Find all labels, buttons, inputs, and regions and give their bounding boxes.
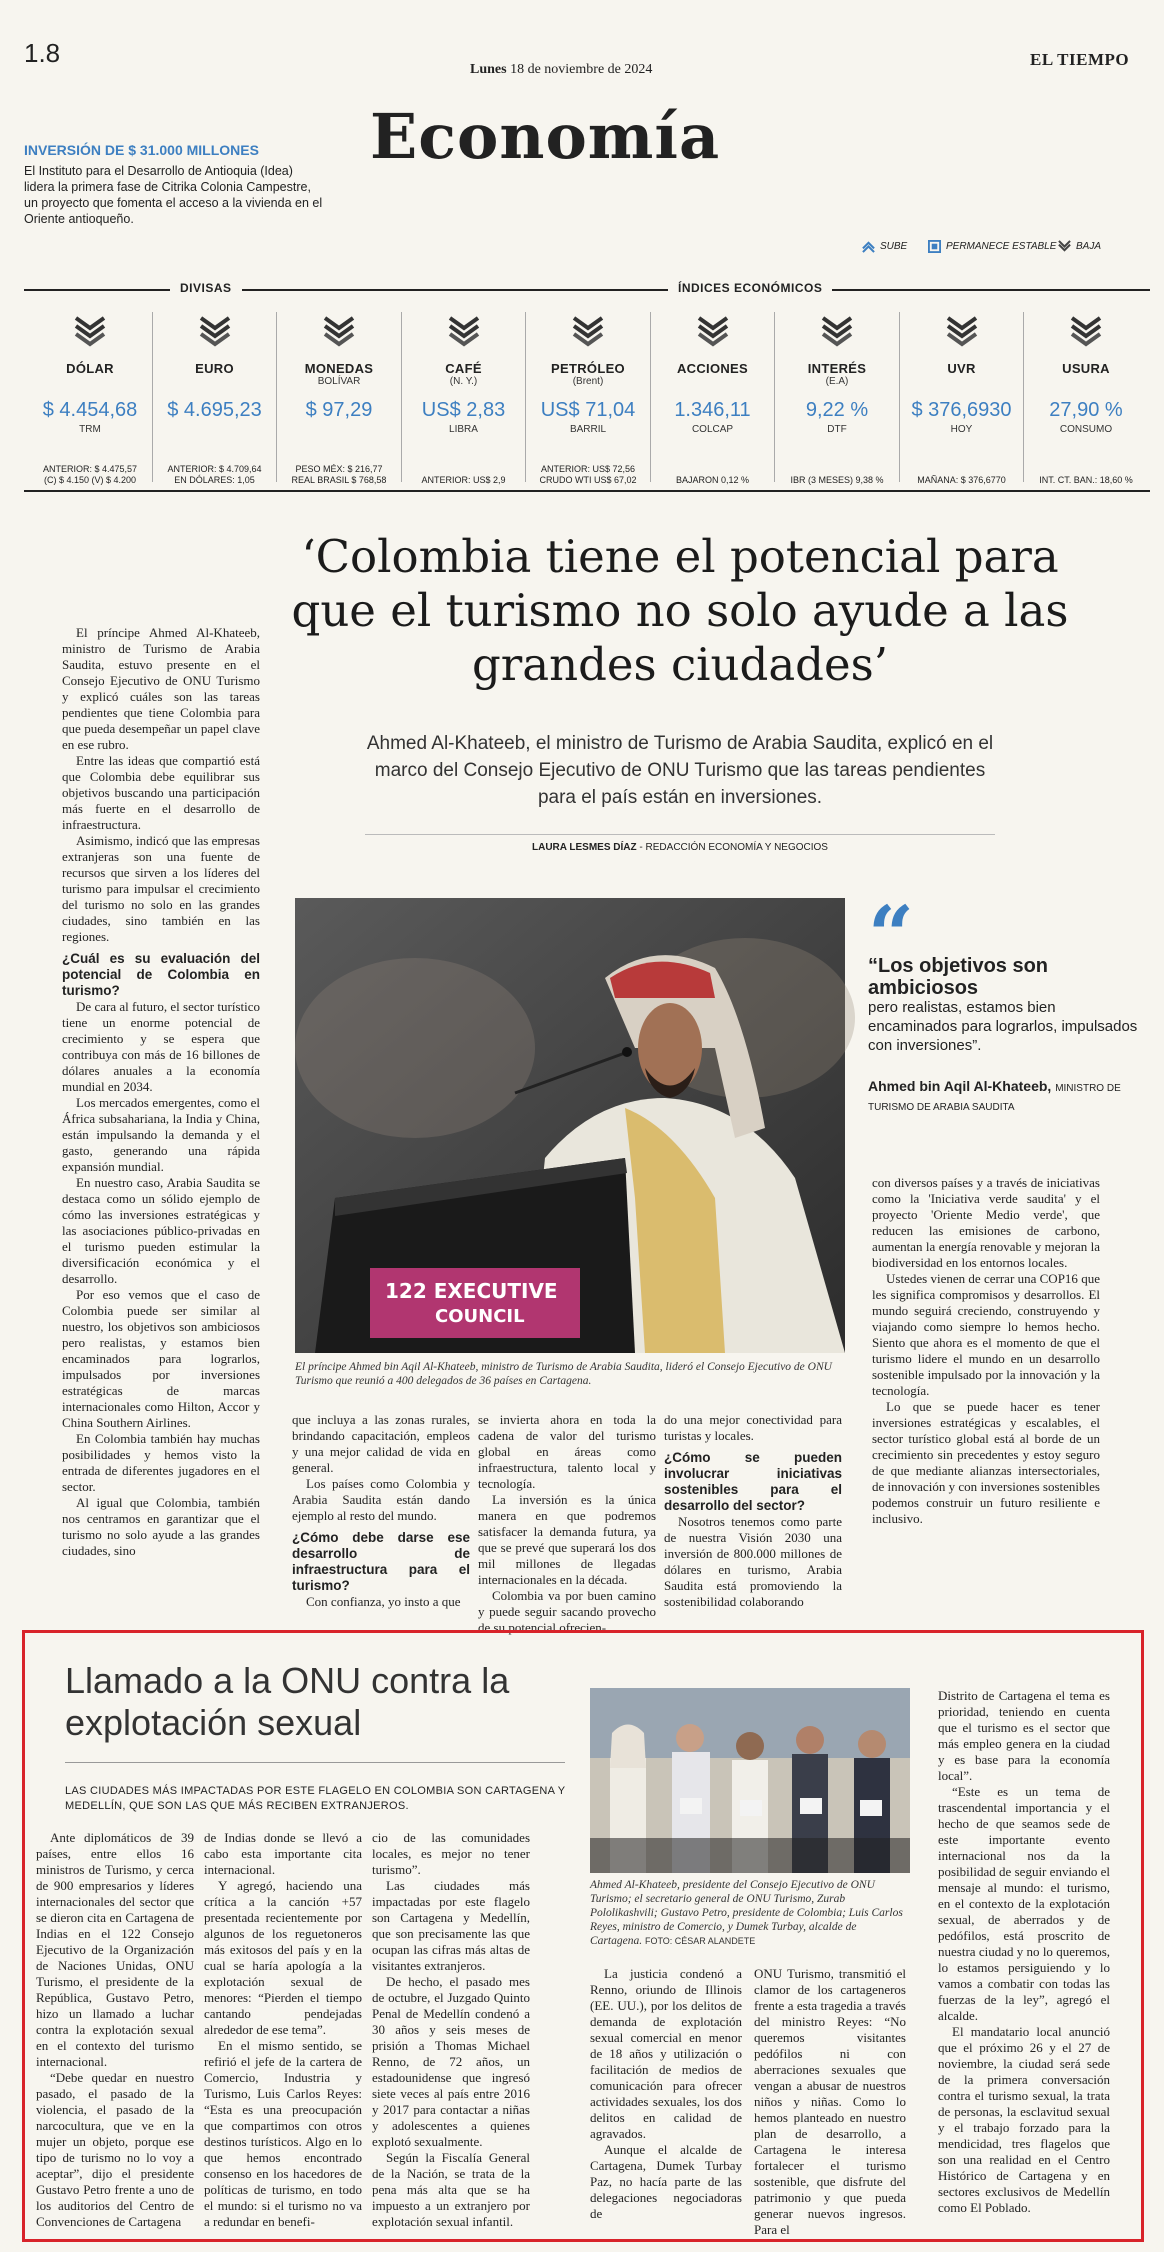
quote-author-name: Ahmed bin Aqil Al-Khateeb, — [868, 1078, 1052, 1094]
indicator-value: 9,22 % — [805, 399, 869, 421]
indicator-interes — [777, 308, 897, 486]
paragraph: Por eso vemos que el caso de Colombia puede ser similar al nuestro, los objetivos son ambiciosos pero realistas, y estamos bien encaminados para lograrlos, impulsados por inversiones estratégicas de marcas internacionales como Hilton, Accor y China Southern Airlines. — [62, 1287, 260, 1430]
sidebar-column-1 — [36, 1830, 194, 2230]
sidebar-title-rule — [65, 1762, 565, 1763]
arrow-down-icon — [198, 314, 232, 348]
indicator-legend — [860, 240, 1150, 260]
indicator-name: UVR — [947, 361, 976, 376]
paragraph: se invierta ahora en toda la cadena de valor del turismo global en áreas como infraestructura, talento local y tecnología. — [478, 1412, 656, 1491]
arrow-down-icon — [820, 314, 854, 348]
paragraph: con diversos países y a través de iniciativas como la 'Iniciativa verde saudita' y el proyecto 'Oriente Medio verde', que reducen las emisiones de carbono, aumentan la energía renovable y mejoran la biodiversidad en los entornos locales. — [872, 1175, 1100, 1270]
arrow-up-icon — [862, 240, 875, 253]
paragraph: de Indias donde se llevó a cabo esta importante cita internacional. — [204, 1830, 362, 1877]
byline-rule — [365, 834, 995, 835]
legend-down — [1058, 240, 1101, 253]
indicator-subtitle — [653, 376, 773, 389]
paragraph: Colombia va por buen camino y puede seguir sacando provecho de su potencial ofrecien- — [478, 1588, 656, 1635]
paragraph: Ustedes vienen de cerrar una COP16 que les significa compromisos y desarrollos. El mundo seguirá creciendo, construyendo y viajando como siempre lo hemos hecho. Siento que ahora es el momento de que el turismo lidere el mundo en un desarrollo sostenible impulsado por la innovación y la tecnología. — [872, 1271, 1100, 1398]
legend-stable-label: PERMANECE ESTABLE — [946, 241, 1057, 252]
indicator-divider — [1023, 312, 1024, 482]
question-heading: ¿Cómo se pueden involucrar iniciativas sostenibles para el desarrollo del sector? — [664, 1450, 842, 1513]
indicator-usura — [1026, 308, 1146, 486]
arrow-down-icon — [571, 314, 605, 348]
indicator-footnote: IBR (3 MESES) 9,38 % — [790, 475, 884, 485]
indicator-dolar — [30, 308, 150, 486]
sidebar-photo-caption — [590, 1878, 910, 1948]
paragraph: Al igual que Colombia, también nos centramos en garantizar que el turismo no solo ayude a las grandes ciudades, sino — [62, 1495, 260, 1558]
paragraph: El mandatario local anunció que el próximo 26 y el 27 de noviembre, la ciudad será sede de la primera conversación contra el turismo sexual, la trata de personas, la esclavitud sexual y el trabajo forzado para la mendicidad, tres flagelos que son una realidad en el Centro Histórico de Cartagena y en sectores exclusivos de Medellín como El Poblado. — [938, 2024, 1110, 2215]
indicator-footnote: INT. CT. BAN.: 18,60 % — [1039, 475, 1133, 485]
indicator-name: DÓLAR — [66, 361, 114, 376]
article-column-1 — [62, 625, 260, 1625]
indicator-value: $ 4.695,23 — [167, 399, 262, 421]
paragraph: Lo que se puede hacer es tener inversiones estratégicas y escalables, el sector turístico global está al borde de un crecimiento sin precedentes y estoy seguro de que mediante alianzas intersectoriales, de innovación y con inversiones sostenibles podemos construir un futuro resiliente e inclusivo. — [872, 1399, 1100, 1526]
indicator-subtitle: (Brent) — [572, 376, 604, 387]
paragraph: do una mejor conectividad para turistas y locales. — [664, 1412, 842, 1443]
pull-quote-author — [868, 1078, 1138, 1116]
arrow-down-icon — [945, 314, 979, 348]
paragraph: En el mismo sentido, se refirió el jefe de la cartera de Comercio, Industria y Turismo, Luis Carlos Reyes: “Esta es una preocupación que compartimos con otros destinos turísticos. Algo en lo que hemos encontrado consenso en los hacedores de políticas de turismo, en todo el mundo: si el turismo no va a redundar en benefi- — [204, 2038, 362, 2229]
main-photo-caption: El príncipe Ahmed bin Aqil Al-Khateeb, ministro de Turismo de Arabia Saudita, lideró el Consejo Ejecutivo de ONU Turismo que reunió a 400 delegados de 36 países en Cartagena. — [295, 1361, 832, 1387]
sidebar-kicker: LAS CIUDADES MÁS IMPACTADAS POR ESTE FLAGELO EN COLOMBIA SON CARTAGENA Y MEDELLÍN, QUE SON LAS QUE MÁS RECIBEN EXTRANJEROS. — [65, 1785, 566, 1812]
indicator-name: MONEDAS — [304, 361, 374, 376]
podium-sign-line-2: COUNCIL — [435, 1306, 525, 1327]
indicator-divider — [276, 312, 277, 482]
indicator-subtitle — [30, 376, 150, 389]
pull-quote-strong: “Los objetivos son ambiciosos — [868, 955, 1049, 999]
paragraph: Nosotros tenemos como parte de nuestra Visión 2030 una inversión de 800.000 millones de dólares en turismo, Arabia Saudita está promoviendo la sostenibilidad colaborando — [664, 1514, 842, 1609]
indicator-petroleo — [528, 308, 648, 486]
indicator-unit: LIBRA — [449, 424, 478, 435]
indicator-subtitle — [1026, 376, 1146, 389]
paragraph: Ante diplomáticos de 39 países, entre ellos 16 ministros de Turismo, y cerca de 900 empresarios y líderes internacionales del sector que se dieron cita en Cartagena de Indias en el 122 Consejo Ejecutivo de la Organización de Naciones Unidas, ONU Turismo, el presidente de la República, Gustavo Petro, hizo un llamado a luchar contra la explotación sexual en el contexto del turismo internacional. — [36, 1830, 194, 2069]
minister-at-podium-image — [295, 898, 845, 1353]
legend-up — [862, 240, 907, 253]
sidebar-caption-text: Ahmed Al-Khateeb, presidente del Consejo Ejecutivo de ONU Turismo; el secretario general de ONU Turismo, Zurab Pololikashvili; Gustavo Petro, presidente de Colombia; Luis Carlos Reyes, ministro de Comercio, y Dumek Turbay, alcalde de Cartagena. — [590, 1879, 903, 1947]
indicator-divider — [899, 312, 900, 482]
legend-up-label: SUBE — [880, 241, 908, 252]
arrow-down-icon — [447, 314, 481, 348]
indicator-name: PETRÓLEO — [551, 361, 625, 376]
paragraph: ONU Turismo, transmitió el clamor de los cartageneros frente a esta tragedia a través del ministro Reyes: “No queremos visitantes pedófilos ni con aberraciones sexuales que vengan a abusar de nuestros niños y niñas. Como lo hemos planteado en nuestro plan de desarrollo, a Cartagena le interesa fortalecer el turismo sostenible, que disfrute del patrimonio y que pueda generar nuevos ingresos. Para el — [754, 1966, 906, 2237]
question-heading: ¿Cómo debe darse ese desarrollo de infraestructura para el turismo? — [292, 1530, 470, 1593]
indicator-acciones — [653, 308, 773, 486]
indicator-uvr — [902, 308, 1022, 486]
indicator-subtitle: (E.A) — [825, 376, 849, 387]
sidebar-column-5 — [754, 1966, 906, 2237]
paragraph: Los mercados emergentes, como el África subsahariana, la India y China, están impulsando la demanda y el gasto, generando una rápida expansión mundial. — [62, 1095, 260, 1174]
paragraph: El príncipe Ahmed Al-Khateeb, ministro de Turismo de Arabia Saudita, estuvo presente en el Consejo Ejecutivo de ONU Turismo y explicó cuáles son las tareas pendientes que tiene Colombia para que pueda desempeñar un papel clave en ese rubro. — [62, 625, 260, 752]
indicator-subtitle — [902, 376, 1022, 389]
indicator-unit: CONSUMO — [1059, 424, 1113, 435]
indicator-unit: COLCAP — [691, 424, 734, 435]
indicator-cafe — [404, 308, 524, 486]
sidebar-column-4 — [590, 1966, 742, 2234]
article-column-2 — [292, 1412, 470, 1612]
article-column-4 — [664, 1412, 842, 1612]
paragraph: “Este es un tema de trascendental importancia y el hecho de que seamos sede de este importante evento internacional nos da la posibilidad de seguir enviando el mensaje al mundo: el turismo, en el contexto de la explotación sexual, de aberrados y de pedófilos, está proscrito de nuestra ciudad y no lo queremos, lo estamos persiguiendo y lo vamos a combatir con todas las fuerzas de la ley”, agregó el alcalde. — [938, 1784, 1110, 2023]
section-title: Economía — [370, 100, 721, 173]
indicator-subtitle: (N. Y.) — [449, 376, 478, 387]
indicator-monedas — [279, 308, 399, 486]
paragraph: De cara al futuro, el sector turístico tiene un enorme potencial de crecimiento y se espera que contribuya con más de 16 billones de dólares anuales a la economía mundial en 2034. — [62, 999, 260, 1094]
byline-desk: - REDACCIÓN ECONOMÍA Y NEGOCIOS — [639, 842, 828, 853]
indicator-name: USURA — [1062, 361, 1110, 376]
pull-quote-text: pero realistas, estamos bien encaminados para lograrlos, impulsados con inversiones”. — [868, 999, 1138, 1054]
sidebar-column-6 — [938, 1688, 1110, 2234]
article-column-3 — [478, 1412, 656, 1635]
indicator-name: CAFÉ — [445, 361, 482, 376]
indicator-divider — [774, 312, 775, 482]
sidebar-title: Llamado a la ONU contra la explotación sexual — [65, 1660, 510, 1743]
arrow-down-icon — [73, 314, 107, 348]
byline — [365, 842, 995, 853]
indicator-subtitle: BOLÍVAR — [317, 376, 361, 387]
indicator-unit: TRM — [79, 424, 101, 435]
indicator-name: ACCIONES — [676, 361, 749, 376]
sidebar-column-3 — [372, 1830, 530, 2230]
indicator-divider — [525, 312, 526, 482]
sidebar-photo — [590, 1688, 910, 1873]
photo-credit: FOTO: CÉSAR ALANDETE — [644, 1936, 756, 1946]
quote-author-role: MINISTRO DE TURISMO DE ARABIA SAUDITA — [868, 1083, 1121, 1113]
indicator-footnote: PESO MÉX: $ 216,77 REAL BRASIL $ 768,58 — [291, 464, 387, 485]
article-column-5 — [872, 1175, 1100, 1615]
legend-stable — [928, 240, 1056, 253]
paragraph: que incluya a las zonas rurales, brindando capacitación, empleos y una mejor calidad de vida en general. — [292, 1412, 470, 1475]
question-heading: ¿Cuál es su evaluación del potencial de Colombia en turismo? — [62, 951, 260, 998]
divisas-label: DIVISAS — [170, 281, 242, 295]
paragraph: Los países como Colombia y Arabia Saudita están dando ejemplo al resto del mundo. — [292, 1476, 470, 1523]
promo-kicker: INVERSIÓN DE $ 31.000 MILLONES — [24, 142, 259, 158]
sidebar-column-2 — [204, 1830, 362, 2230]
dateline — [470, 62, 652, 78]
legend-down-label: BAJA — [1076, 241, 1102, 252]
article-subheadline: Ahmed Al-Khateeb, el ministro de Turismo de Arabia Saudita, explicó en el marco del Consejo Ejecutivo de ONU Turismo que las tareas pendientes para el país están en inversiones. — [366, 733, 994, 808]
main-photo — [295, 898, 845, 1353]
arrow-down-icon — [696, 314, 730, 348]
arrow-down-icon — [322, 314, 356, 348]
promo-text: El Instituto para el Desarrollo de Antioquia (Idea) lidera la primera fase de Citrika Colonia Campestre, un proyecto que fomenta el acceso a la vivienda en el Oriente antioqueño. — [24, 164, 323, 226]
paragraph: cio de las comunidades locales, es mejor no tener turismo”. — [372, 1830, 530, 1877]
paragraph: Asimismo, indicó que las empresas extranjeras son una fuente de recursos que sirven a los líderes del turismo para impulsar el crecimiento del turismo no solo en las grandes ciudades, sino también en las regiones. — [62, 833, 260, 944]
indicator-value: $ 4.454,68 — [42, 399, 138, 421]
indicator-footnote: BAJARON 0,12 % — [675, 475, 750, 485]
officials-group-image — [590, 1688, 910, 1873]
indicator-unit: DTF — [827, 424, 847, 435]
indicator-name: INTERÉS — [807, 361, 867, 376]
arrow-down-icon — [1058, 240, 1071, 253]
indicator-divider — [152, 312, 153, 482]
page-number: 1.8 — [24, 38, 61, 68]
indicator-value: 1.346,11 — [674, 399, 751, 421]
paragraph: La inversión es la única manera en que podremos satisfacer la demanda futura, ya que se prevé que superará los dos mil millones de llegadas internacionales en la década. — [478, 1492, 656, 1587]
indicator-value: US$ 2,83 — [421, 399, 506, 421]
paragraph: De hecho, el pasado mes de octubre, el Juzgado Quinto Penal de Medellín condenó a 30 años y seis meses de prisión a Thomas Michael Renno, de 72 años, un estadounidense que ingresó siete veces al país entre 2016 y 2017 para contactar a niñas y adolescentes a quienes explotó sexualmente. — [372, 1974, 530, 2149]
paragraph: Con confianza, yo insto a que — [306, 1594, 461, 1609]
indicator-divider — [401, 312, 402, 482]
quote-mark-icon: “ — [868, 888, 915, 982]
indicators-bottom-rule — [24, 490, 1150, 492]
date-rest: 18 de noviembre de 2024 — [510, 62, 653, 77]
indicator-footnote: ANTERIOR: $ 4.709,64 EN DÓLARES: 1,05 — [167, 464, 262, 485]
arrow-down-icon — [1069, 314, 1103, 348]
indicator-subtitle — [155, 376, 275, 389]
indicator-value: $ 376,6930 — [911, 399, 1012, 421]
paragraph: En Colombia también hay muchas posibilidades y hemos visto la entrada de diferentes jugadores en el sector. — [62, 1431, 260, 1494]
article-headline: ‘Colombia tiene el potencial para que el turismo no solo ayude a las grandes ciudades’ — [291, 530, 1069, 691]
paragraph: “Debe quedar en nuestro pasado, el pasado de la violencia, el pasado de la narcocultura, que ve en la mujer un objeto, porque ese tipo de turismo no lo voy a aceptar”, dijo el presidente Gustavo Petro frente a uno de los auditorios del Centro de Convenciones de Cartagena — [36, 2070, 194, 2229]
indicator-divider — [650, 312, 651, 482]
indicator-footnote: ANTERIOR: US$ 2,9 — [421, 475, 506, 485]
paragraph: Distrito de Cartagena el tema es prioridad, teniendo en cuenta que el turismo es el sector que más empleo genera en la ciudad y es base para la economía local”. — [938, 1688, 1110, 1783]
indicator-euro — [155, 308, 275, 486]
indicator-value: 27,90 % — [1049, 399, 1123, 421]
paragraph: Y agregó, haciendo una crítica a la canción +57 presentada recientemente por algunos de los reguetoneros más exitosos del país y en la cual se haría apología a la explotación sexual de menores: “Pierden el tiempo cantando pendejadas alrededor de ese tema”. — [204, 1878, 362, 2037]
byline-name: LAURA LESMES DÍAZ — [532, 842, 637, 853]
indicator-footnote: ANTERIOR: $ 4.475,57 (C) $ 4.150 (V) $ 4.200 — [42, 464, 138, 485]
paragraph: Según la Fiscalía General de la Nación, se trata de la pena más alta que se ha impuesto a un extranjero por explotación sexual infantil. — [372, 2150, 530, 2229]
stable-square-icon — [928, 240, 941, 253]
paragraph: Las ciudades más impactadas por este flagelo son Cartagena y Medellín, que son precisamente las que ocupan las cifras más altas de visitantes extranjeros. — [372, 1878, 530, 1973]
indicator-footnote: MAÑANA: $ 376,6770 — [917, 475, 1006, 485]
paragraph: En nuestro caso, Arabia Saudita se destaca como un sólido ejemplo de cómo las inversiones estratégicas y las asociaciones público-privadas en el turismo pueden estimular la diversificación económica y el desarrollo. — [62, 1175, 260, 1286]
indicator-value: US$ 71,04 — [540, 399, 636, 421]
paragraph: Aunque el alcalde de Cartagena, Dumek Turbay Paz, no hacía parte de las delegaciones negociadoras de — [590, 2142, 742, 2221]
podium-sign-line-1: 122 EXECUTIVE — [385, 1279, 558, 1303]
paragraph: Entre las ideas que compartió está que Colombia debe equilibrar sus objetivos buscando una participación más fuerte en el desarrollo de infraestructura. — [62, 753, 260, 832]
indicator-name: EURO — [195, 361, 234, 376]
indices-label: ÍNDICES ECONÓMICOS — [668, 281, 832, 295]
paragraph: La justicia condenó a Renno, oriundo de Illinois (EE. UU.), por los delitos de demanda de explotación sexual comercial en menor de 18 años y utilización o facilitación de medios de comunicación para ofrecer actividades sexuales, los dos delitos en calidad de agravados. — [590, 1966, 742, 2141]
date-day: Lunes — [470, 62, 507, 77]
indicator-value: $ 97,29 — [305, 399, 373, 421]
indicator-unit: BARRIL — [569, 424, 607, 435]
indicator-unit: HOY — [950, 424, 973, 435]
newspaper-brand: EL TIEMPO — [1030, 50, 1130, 69]
indicator-footnote: ANTERIOR: US$ 72,56 CRUDO WTI US$ 67,02 — [539, 464, 637, 485]
